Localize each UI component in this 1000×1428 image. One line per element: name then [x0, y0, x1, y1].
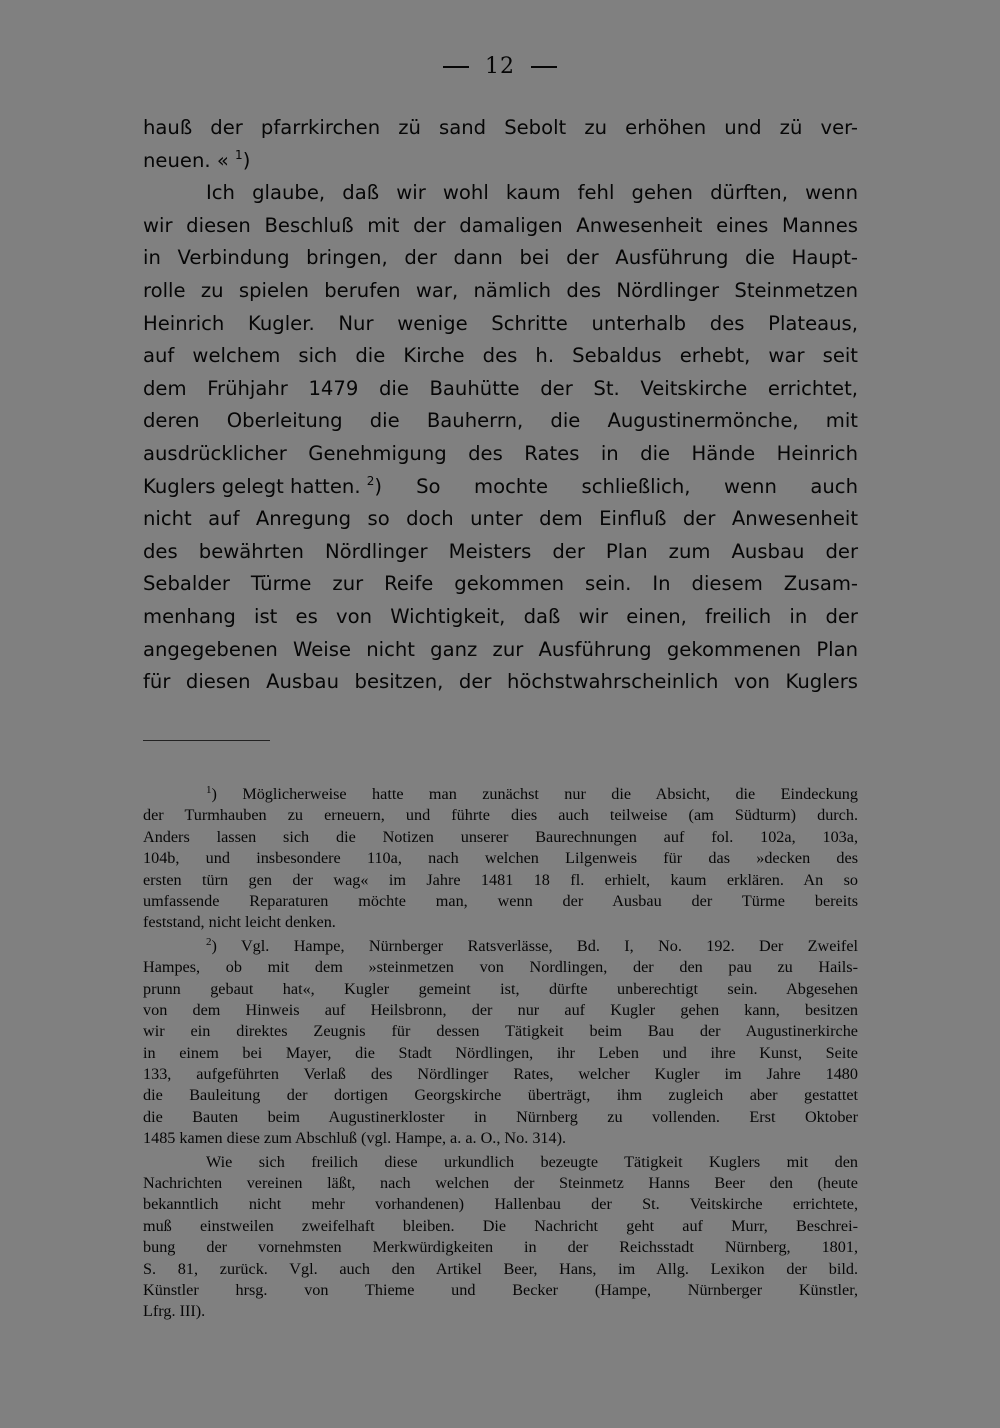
main-line: ausdrücklicher Genehmigung des Rates in die Hände Heinrich [143, 441, 858, 465]
footnote-ref-2: 2 [366, 473, 375, 488]
main-line: neuen. « $^1$) [143, 147, 251, 172]
main-line: nicht auf Anregung so doch unter dem Einfluß der Anwesenheit [143, 507, 858, 531]
main-line: Sebalder Türme zur Reife gekommen sein. In diesem Zusam- [143, 572, 858, 596]
footnote-2-line: von dem Hinweis auf Heilsbronn, der nur auf Kugler gehen kann, besitzen [143, 1000, 858, 1019]
page-number-dash-left [443, 66, 469, 68]
page-number-text: 12 [485, 54, 515, 79]
footnote-2-line: die Bauten beim Augustinerkloster in Nürnberg zu vollenden. Erst Oktober [143, 1107, 858, 1126]
footnote-1-line: $^1$) Möglicherweise hatte man zunächst nur die Absicht, die Eindeckung [206, 784, 858, 803]
main-line: für diesen Ausbau besitzen, der höchstwahrscheinlich von Kuglers [143, 670, 858, 694]
main-line: Kuglers gelegt hatten. $^2$) So mochte schließlich, wenn auch [143, 473, 858, 498]
main-text [143, 112, 858, 699]
footnote-3-line: muß einstweilen zweifelhaft bleiben. Die Nachricht geht auf Murr, Beschrei- [143, 1216, 858, 1235]
footnote-2-line: in einem bei Mayer, die Stadt Nördlingen, ihr Leben und ihre Kunst, Seite [143, 1043, 858, 1062]
main-line: hauß der pfarrkirchen zü sand Sebolt zu erhöhen und zü ver- [143, 116, 858, 139]
page-number-dash-right [531, 66, 557, 68]
footnote-3-line: bekanntlich nicht mehr vorhandenen) Hallenbau der St. Veitskirche errichtete, [143, 1195, 858, 1214]
footnote-2-line: 1485 kamen diese zum Abschluß (vgl. Hampe, a. a. O., No. 314). [143, 1129, 567, 1148]
footnote-3-line: S. 81, zurück. Vgl. auch den Artikel Beer, Hans, im Allg. Lexikon der bild. [143, 1259, 858, 1278]
footnote-3-line: bung der vornehmsten Merkwürdigkeiten in der Reichsstadt Nürnberg, 1801, [143, 1238, 858, 1257]
main-line: Ich glaube, daß wir wohl kaum fehl gehen dürften, wenn [206, 181, 858, 205]
footnotes [143, 784, 858, 1323]
footnote-1-line: 104b, und insbesondere 110a, nach welchen Lilgenweis für das »decken des [143, 849, 858, 868]
main-line: menhang ist es von Wichtigkeit, daß wir einen, freilich in der [143, 604, 858, 628]
footnote-2-line: Hampes, ob mit dem »steinmetzen von Nordlingen, der den pau zu Hails- [143, 958, 858, 977]
footnote-1-line: Anders lassen sich die Notizen unserer Baurechnungen auf fol. 102a, 103a, [143, 827, 858, 846]
footnote-2-line: wir ein direktes Zeugnis für dessen Tätigkeit beim Bau der Augustinerkirche [143, 1022, 858, 1041]
main-line: auf welchem sich die Kirche des h. Sebaldus erhebt, war seit [143, 344, 858, 368]
footnote-2-line: die Bauleitung der dortigen Georgskirche überträgt, ihm zugleich aber gestattet [143, 1086, 858, 1105]
main-line: dem Frühjahr 1479 die Bauhütte der St. Veitskirche errichtet, [143, 376, 858, 400]
footnote-1-line: umfassende Reparaturen möchte man, wenn der Ausbau der Türme bereits [143, 891, 858, 910]
footnote-3-line: Lfrg. III). [143, 1302, 206, 1321]
footnote-3-line: Nachrichten vereinen läßt, nach welchen der Steinmetz Hanns Beer den (heute [143, 1174, 858, 1193]
main-line: in Verbindung bringen, der dann bei der Ausführung die Haupt- [143, 246, 858, 270]
footnote-ref-1: 1 [235, 147, 243, 162]
footnote-1-line: der Turmhauben zu erneuern, und führte dies auch teilweise (am Südturm) durch. [143, 806, 858, 825]
footnote-2-line: 133, aufgeführten Verlaß des Nördlinger Rates, welcher Kugler im Jahre 1480 [143, 1065, 858, 1084]
main-line: angegebenen Weise nicht ganz zur Ausführung gekommenen Plan [143, 637, 858, 661]
main-line: wir diesen Beschluß mit der damaligen Anwesenheit eines Mannes [143, 213, 858, 237]
footnote-1-line: feststand, nicht leicht denken. [143, 913, 336, 932]
page-number [0, 54, 1000, 79]
footnote-3-line: Wie sich freilich diese urkundlich bezeugte Tätigkeit Kuglers mit den [206, 1152, 858, 1171]
main-line: deren Oberleitung die Bauherrn, die Augustinermönche, mit [143, 409, 858, 433]
main-line: Heinrich Kugler. Nur wenige Schritte unterhalb des Plateaus, [143, 311, 858, 335]
footnote-separator [143, 740, 270, 741]
footnote-2-line: $^2$) Vgl. Hampe, Nürnberger Ratsverlässe, Bd. I, No. 192. Der Zweifel [206, 935, 858, 955]
footnote-3-line: Künstler hrsg. von Thieme und Becker (Hampe, Nürnberger Künstler, [143, 1280, 858, 1299]
main-line: des bewährten Nördlinger Meisters der Plan zum Ausbau der [143, 539, 858, 563]
footnote-2-line: prunn gebaut hat«, Kugler gemeint ist, dürfte unberechtigt sein. Abgesehen [143, 979, 858, 998]
main-line: rolle zu spielen berufen war, nämlich des Nördlinger Steinmetzen [143, 278, 858, 302]
footnote-1-line: ersten türn gen der wag« im Jahre 1481 18 fl. erhielt, kaum erklären. An so [143, 870, 858, 889]
